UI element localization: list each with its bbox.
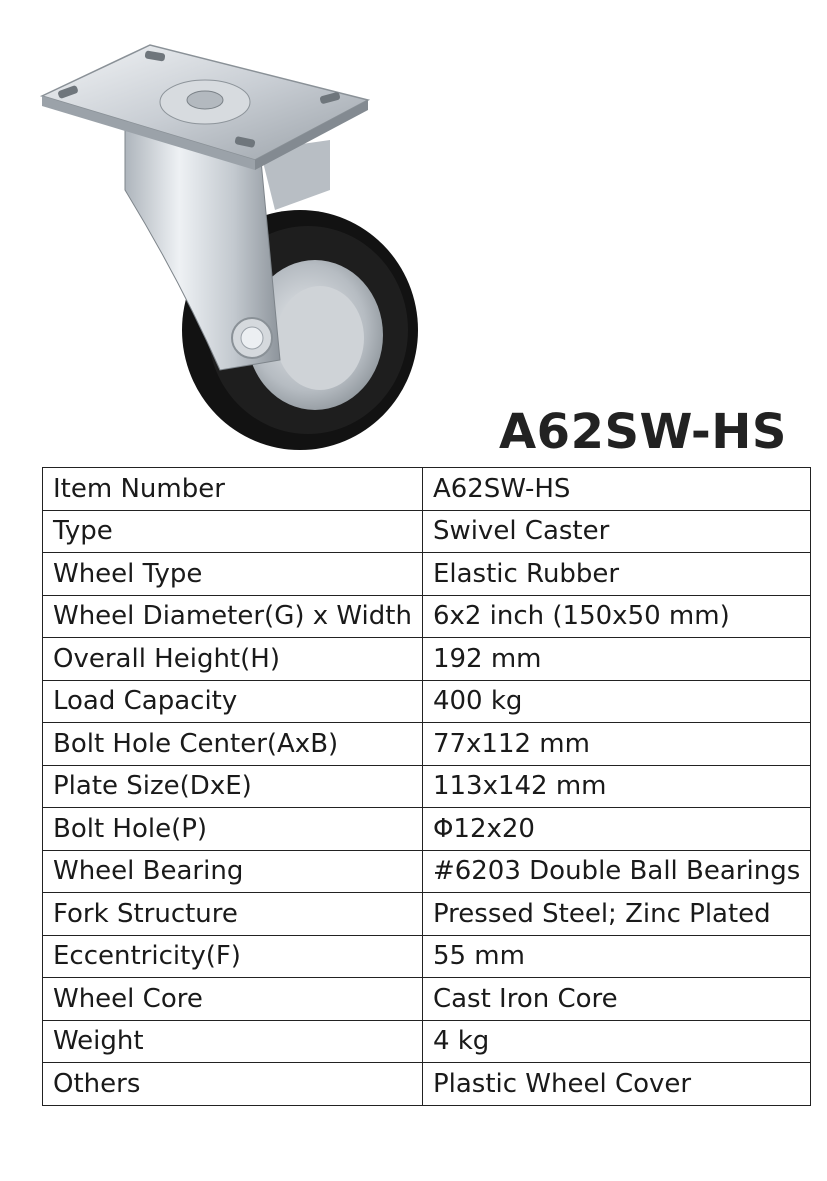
swivel-caster-image xyxy=(30,30,450,460)
table-row xyxy=(43,1020,811,1063)
spec-label: Wheel Bearing xyxy=(43,850,423,893)
spec-value: 192 mm xyxy=(422,638,810,681)
spec-label: Bolt Hole Center(AxB) xyxy=(43,723,423,766)
spec-value: 77x112 mm xyxy=(422,723,810,766)
spec-label: Wheel Type xyxy=(43,553,423,596)
spec-label: Wheel Core xyxy=(43,978,423,1021)
spec-value: 4 kg xyxy=(422,1020,810,1063)
spec-label: Fork Structure xyxy=(43,893,423,936)
table-row xyxy=(43,893,811,936)
spec-value: 6x2 inch (150x50 mm) xyxy=(422,595,810,638)
table-row xyxy=(43,765,811,808)
spec-table xyxy=(42,467,811,1106)
spec-label: Weight xyxy=(43,1020,423,1063)
spec-label: Overall Height(H) xyxy=(43,638,423,681)
table-row xyxy=(43,468,811,511)
spec-value: 400 kg xyxy=(422,680,810,723)
spec-value: Elastic Rubber xyxy=(422,553,810,596)
spec-value: Plastic Wheel Cover xyxy=(422,1063,810,1106)
table-row xyxy=(43,638,811,681)
spec-label: Bolt Hole(P) xyxy=(43,808,423,851)
spec-label: Item Number xyxy=(43,468,423,511)
spec-label: Type xyxy=(43,510,423,553)
spec-value: #6203 Double Ball Bearings xyxy=(422,850,810,893)
model-title: A62SW-HS xyxy=(499,404,787,460)
table-row xyxy=(43,978,811,1021)
spec-value: Swivel Caster xyxy=(422,510,810,553)
table-row xyxy=(43,595,811,638)
table-row xyxy=(43,510,811,553)
table-row xyxy=(43,723,811,766)
spec-value: Cast Iron Core xyxy=(422,978,810,1021)
table-row xyxy=(43,808,811,851)
table-row xyxy=(43,680,811,723)
table-row xyxy=(43,935,811,978)
table-row xyxy=(43,1063,811,1106)
spec-label: Load Capacity xyxy=(43,680,423,723)
spec-value: 55 mm xyxy=(422,935,810,978)
spec-label: Plate Size(DxE) xyxy=(43,765,423,808)
table-row xyxy=(43,850,811,893)
spec-value: 113x142 mm xyxy=(422,765,810,808)
spec-label: Wheel Diameter(G) x Width xyxy=(43,595,423,638)
spec-value: Φ12x20 xyxy=(422,808,810,851)
spec-label: Eccentricity(F) xyxy=(43,935,423,978)
spec-value: Pressed Steel; Zinc Plated xyxy=(422,893,810,936)
spec-label: Others xyxy=(43,1063,423,1106)
spec-value: A62SW-HS xyxy=(422,468,810,511)
table-row xyxy=(43,553,811,596)
